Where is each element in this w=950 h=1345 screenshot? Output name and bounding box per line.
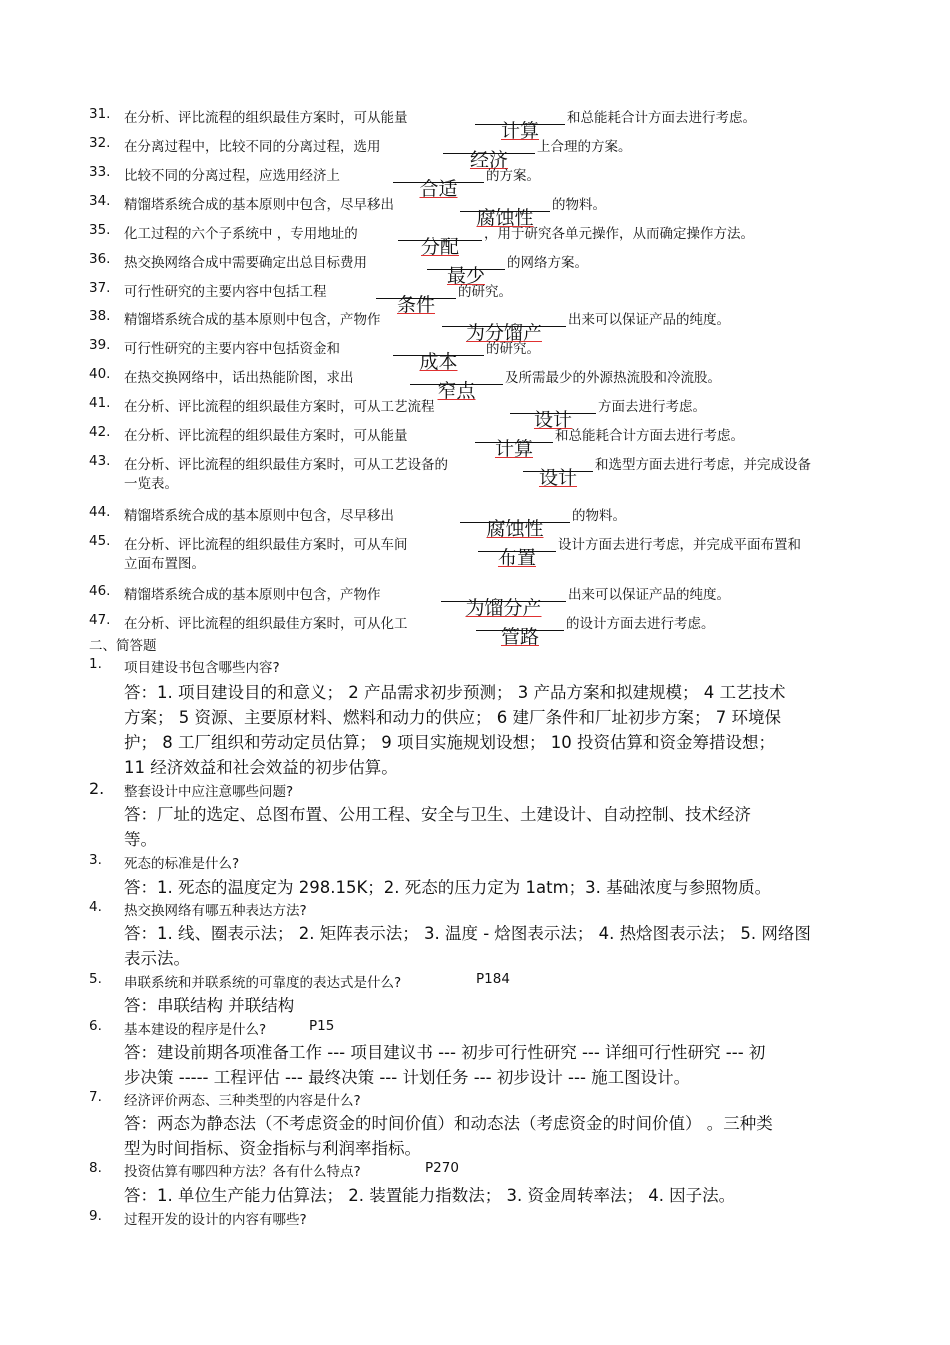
item-prefix: 可行性研究的主要内容中包括资金和 [124, 341, 340, 357]
question-text: 过程开发的设计的内容有哪些? [124, 1212, 307, 1228]
item-number: 37. [89, 280, 111, 296]
question-number: 8. [89, 1160, 102, 1176]
answer-line: 11 经济效益和社会效益的初步估算。 [124, 758, 398, 777]
item-suffix: 的研究。 [458, 284, 512, 300]
answer-text: 腐蚀性 [476, 207, 534, 229]
item-suffix: 及所需最少的外源热流股和冷流股。 [505, 370, 721, 386]
item-prefix: 在分析、评比流程的组织最佳方案时，可从能量 [124, 110, 408, 126]
answer-text: 设计 [538, 467, 577, 489]
item-number: 39. [89, 337, 111, 353]
question-number: 6. [89, 1018, 102, 1034]
fill-line-44 [0, 494, 950, 540]
question-text: 死态的标准是什么? [124, 856, 240, 872]
answer-text: 布置 [497, 547, 536, 569]
answer-text: 最少 [446, 265, 485, 287]
question-text: 热交换网络有哪五种表达方法? [124, 903, 307, 919]
item-prefix: 精馏塔系统合成的基本原则中包含，产物作 [124, 312, 381, 328]
answer-blank [398, 222, 482, 258]
answer-line: 答：厂址的选定、总图布置、公用工程、安全与卫生、土建设计、自动控制、技术经济 [124, 805, 751, 824]
item-number: 32. [89, 135, 111, 151]
answer-text: 腐蚀性 [486, 518, 544, 540]
fill-line-40 [0, 356, 950, 402]
question-text: 串联系统和并联系统的可靠度的表达式是什么? [124, 975, 402, 991]
item-suffix: 的网络方案。 [507, 255, 588, 271]
fill-line-42 [0, 414, 950, 460]
item-suffix: 方面去进行考虑。 [598, 399, 706, 415]
item-prefix: 在分析、评比流程的组织最佳方案时，可从车间 [124, 537, 408, 553]
item-prefix: 在分析、评比流程的组织最佳方案时，可从工艺设备的 [124, 457, 448, 473]
item-number: 40. [89, 366, 111, 382]
answer-blank [441, 583, 566, 619]
item-number: 31. [89, 106, 111, 122]
item-prefix: 精馏塔系统合成的基本原则中包含，产物作 [124, 587, 381, 603]
answer-text: 设计 [533, 409, 572, 431]
page-reference: P184 [476, 971, 510, 987]
answer-blank [478, 533, 556, 569]
fill-line-32 [0, 125, 950, 171]
answer-blank [475, 424, 553, 460]
answer-text: 窄点 [437, 380, 476, 402]
answer-blank [393, 164, 484, 200]
item-number: 33. [89, 164, 111, 180]
item-prefix: 在热交换网络中，话出热能阶图，求出 [124, 370, 354, 386]
answer-text: 分配 [420, 236, 459, 258]
fill-line-36 [0, 241, 950, 287]
question-number: 9. [89, 1208, 102, 1224]
question-number: 1. [89, 656, 102, 672]
answer-text: 条件 [396, 294, 435, 316]
fill-line-35 [0, 212, 950, 258]
item-number: 41. [89, 395, 111, 411]
answer-line: 等。 [124, 830, 157, 849]
question-text: 投资估算有哪四种方法？各有什么特点? [124, 1164, 361, 1180]
answer-blank [510, 395, 596, 431]
answer-line: 步决策 ----- 工程评估 --- 最终决策 --- 计划任务 --- 初步设计 --- 施工图设计。 [124, 1068, 691, 1087]
answer-blank [460, 504, 570, 540]
item-prefix: 在分析、评比流程的组织最佳方案时，可从能量 [124, 428, 408, 444]
item-number: 38. [89, 308, 111, 324]
answer-blank [427, 251, 505, 287]
item-number: 47. [89, 612, 111, 628]
answer-line: 答：串联结构 并联结构 [124, 996, 295, 1015]
item-prefix: 在分析、评比流程的组织最佳方案时，可从工艺流程 [124, 399, 435, 415]
item-suffix: 的物料。 [572, 508, 626, 524]
answer-text: 成本 [419, 351, 458, 373]
question-number: 4. [89, 899, 102, 915]
question-number: 3. [89, 852, 102, 868]
section-title: 二、简答题 [89, 638, 157, 654]
item-suffix: ，用于研究各单元操作，从而确定操作方法。 [484, 226, 754, 242]
answer-text: 计算 [500, 120, 539, 142]
item-suffix: 的研究。 [486, 341, 540, 357]
answer-line: 表示法。 [124, 949, 190, 968]
item-continuation: 一览表。 [124, 476, 178, 492]
item-suffix: 出来可以保证产品的纯度。 [568, 312, 730, 328]
question-text: 项目建设书包含哪些内容? [124, 660, 280, 676]
item-prefix: 比较不同的分离过程，应选用经济上 [124, 168, 340, 184]
fill-line-38 [0, 298, 950, 344]
answer-line: 答：1. 死态的温度定为 298.15K；2. 死态的压力定为 1atm；3. 基础浓度与参照物质。 [124, 878, 772, 897]
answer-blank [376, 280, 456, 316]
fill-line-31 [0, 96, 950, 142]
question-text: 基本建设的程序是什么? [124, 1022, 267, 1038]
item-prefix: 化工过程的六个子系统中 ，专用地址的 [124, 226, 358, 242]
item-number: 34. [89, 193, 111, 209]
answer-text: 经济 [469, 149, 508, 171]
item-suffix: 的方案。 [486, 168, 540, 184]
fill-line-33 [0, 154, 950, 200]
answer-blank [442, 308, 566, 344]
fill-line-39 [0, 327, 950, 373]
answer-blank [443, 135, 535, 171]
question-number: 7. [89, 1089, 102, 1105]
item-suffix: 出来可以保证产品的纯度。 [568, 587, 730, 603]
answer-text: 计算 [494, 438, 533, 460]
answer-line: 答：建设前期各项准备工作 --- 项目建议书 --- 初步可行性研究 --- 详细可行性研究 --- 初 [124, 1043, 766, 1062]
answer-text: 为馏分产 [465, 597, 542, 619]
page-reference: P270 [425, 1160, 459, 1176]
item-suffix: 的物料。 [552, 197, 606, 213]
fill-line-46 [0, 573, 950, 619]
item-prefix: 在分析、评比流程的组织最佳方案时，可从化工 [124, 616, 408, 632]
answer-blank [476, 612, 564, 648]
answer-blank [460, 193, 550, 229]
answer-line: 型为时间指标、资金指标与利润率指标。 [124, 1139, 421, 1158]
answer-text: 管路 [500, 626, 539, 648]
question-text: 整套设计中应注意哪些问题? [124, 784, 294, 800]
item-prefix: 热交换网络合成中需要确定出总目标费用 [124, 255, 367, 271]
item-suffix: 上合理的方案。 [537, 139, 632, 155]
item-suffix: 设计方面去进行考虑，并完成平面布置和 [558, 537, 801, 553]
answer-blank [410, 366, 503, 402]
item-suffix: 的设计方面去进行考虑。 [566, 616, 715, 632]
item-prefix: 在分离过程中，比较不同的分离过程，选用 [124, 139, 381, 155]
answer-line: 答：1. 线、圈表示法； 2. 矩阵表示法； 3. 温度 - 焓图表示法； 4. 热焓图表示法； 5. 网络图 [124, 924, 811, 943]
item-number: 45. [89, 533, 111, 549]
answer-blank [393, 337, 484, 373]
answer-line: 答：1. 单位生产能力估算法； 2. 装置能力指数法； 3. 资金周转率法； 4. 因子法。 [124, 1186, 736, 1205]
item-number: 35. [89, 222, 111, 238]
item-suffix: 和选型方面去进行考虑，并完成设备 [595, 457, 811, 473]
item-prefix: 精馏塔系统合成的基本原则中包含，尽早移出 [124, 197, 394, 213]
answer-line: 方案； 5 资源、主要原材料、燃料和动力的供应； 6 建厂条件和厂址初步方案； 7 环境保 [124, 708, 781, 727]
fill-line-34 [0, 183, 950, 229]
item-continuation: 立面布置图。 [124, 556, 205, 572]
answer-text: 合适 [419, 178, 458, 200]
answer-text: 为分馏产 [465, 322, 542, 344]
question-number: 5. [89, 971, 102, 987]
item-suffix: 和总能耗合计方面去进行考虑。 [567, 110, 756, 126]
fill-line-41 [0, 385, 950, 431]
answer-blank [475, 106, 565, 142]
answer-line: 答：1. 项目建设目的和意义； 2 产品需求初步预测； 3 产品方案和拟建规模； 4 工艺技术 [124, 683, 786, 702]
item-number: 46. [89, 583, 111, 599]
question-number: 2. [89, 779, 105, 798]
item-number: 36. [89, 251, 111, 267]
page-reference: P15 [309, 1018, 335, 1034]
question-text: 经济评价两态、三种类型的内容是什么? [124, 1093, 361, 1109]
item-prefix: 精馏塔系统合成的基本原则中包含，尽早移出 [124, 508, 394, 524]
answer-line: 护； 8 工厂组织和劳动定员估算； 9 项目实施规划设想； 10 投资估算和资金筹措设想； [124, 733, 775, 752]
item-prefix: 可行性研究的主要内容中包括工程 [124, 284, 327, 300]
item-suffix: 和总能耗合计方面去进行考虑。 [555, 428, 744, 444]
item-number: 44. [89, 504, 111, 520]
answer-line: 答：两态为静态法（不考虑资金的时间价值）和动态法（考虑资金的时间价值） 。三种类 [124, 1114, 773, 1133]
item-number: 43. [89, 453, 111, 469]
item-number: 42. [89, 424, 111, 440]
answer-blank [523, 453, 593, 489]
